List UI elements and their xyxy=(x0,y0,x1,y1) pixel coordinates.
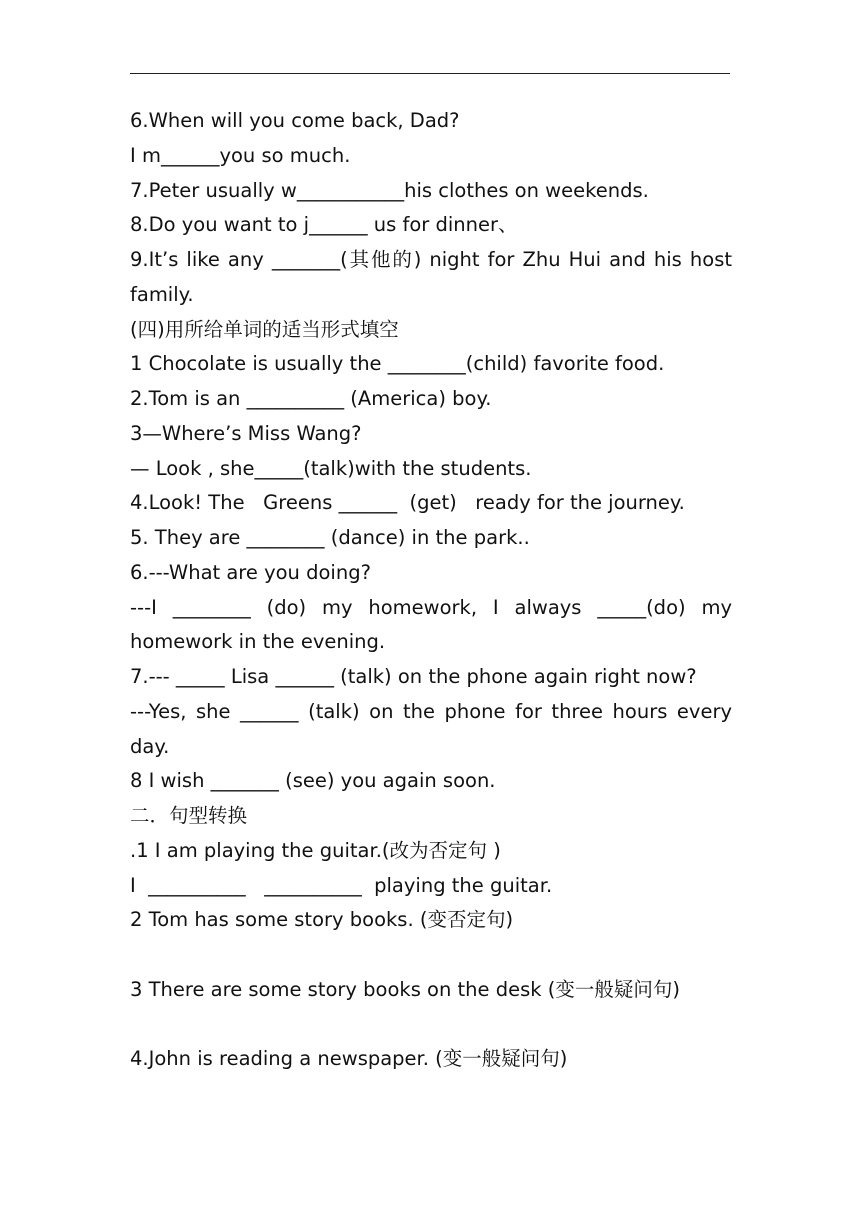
question-line: family. xyxy=(130,282,194,306)
question-line: I m______you so much. xyxy=(130,143,351,167)
answer-space xyxy=(130,938,732,973)
question-line: 4.Look! The Greens ______ (get) ready for the journey. xyxy=(130,491,685,515)
question-line: .1 I am playing the guitar.(改为否定句 ) xyxy=(130,838,501,862)
section-heading: (四)用所给单词的适当形式填空 xyxy=(130,317,399,341)
header-rule xyxy=(130,73,730,74)
question-line: homework in the evening. xyxy=(130,630,386,654)
question-line: 4.John is reading a newspaper. (变一般疑问句) xyxy=(130,1047,568,1071)
question-line: 5. They are ________ (dance) in the park.. xyxy=(130,526,530,549)
question-line: day. xyxy=(130,734,170,758)
question-line: 2.Tom is an __________ (America) boy. xyxy=(130,387,492,410)
question-line: 2 Tom has some story books. (变否定句) xyxy=(130,908,514,932)
question-line: — Look , she_____(talk)with the students. xyxy=(130,456,532,480)
question-line: 8.Do you want to j______ us for dinner、 xyxy=(130,213,518,237)
question-line: 8 I wish _______ (see) you again soon. xyxy=(130,769,496,793)
answer-line: I __________ __________ playing the guitar. xyxy=(130,873,553,897)
section-heading: 二．句型转换 xyxy=(130,804,248,827)
question-line: 7.--- _____ Lisa ______ (talk) on the phone again right now? xyxy=(130,665,697,688)
question-line: 9.It’s like any _______(其他的) night for Zhu Hui and his host xyxy=(130,248,732,271)
question-line: 3—Where’s Miss Wang? xyxy=(130,421,362,445)
question-line: 7.Peter usually w___________his clothes on weekends. xyxy=(130,178,649,202)
answer-space xyxy=(130,1008,732,1043)
question-line: ---Yes, she ______ (talk) on the phone for three hours every xyxy=(130,699,732,723)
question-line: 6.When will you come back, Dad? xyxy=(130,109,460,132)
question-line: 3 There are some story books on the desk (变一般疑问句) xyxy=(130,977,680,1001)
question-line: ---I ________ (do) my homework, I always _____(do) my xyxy=(130,595,732,619)
question-line: 1 Chocolate is usually the ________(child) favorite food. xyxy=(130,352,665,376)
worksheet-body xyxy=(130,104,732,1077)
question-line: 6.---What are you doing? xyxy=(130,560,371,584)
